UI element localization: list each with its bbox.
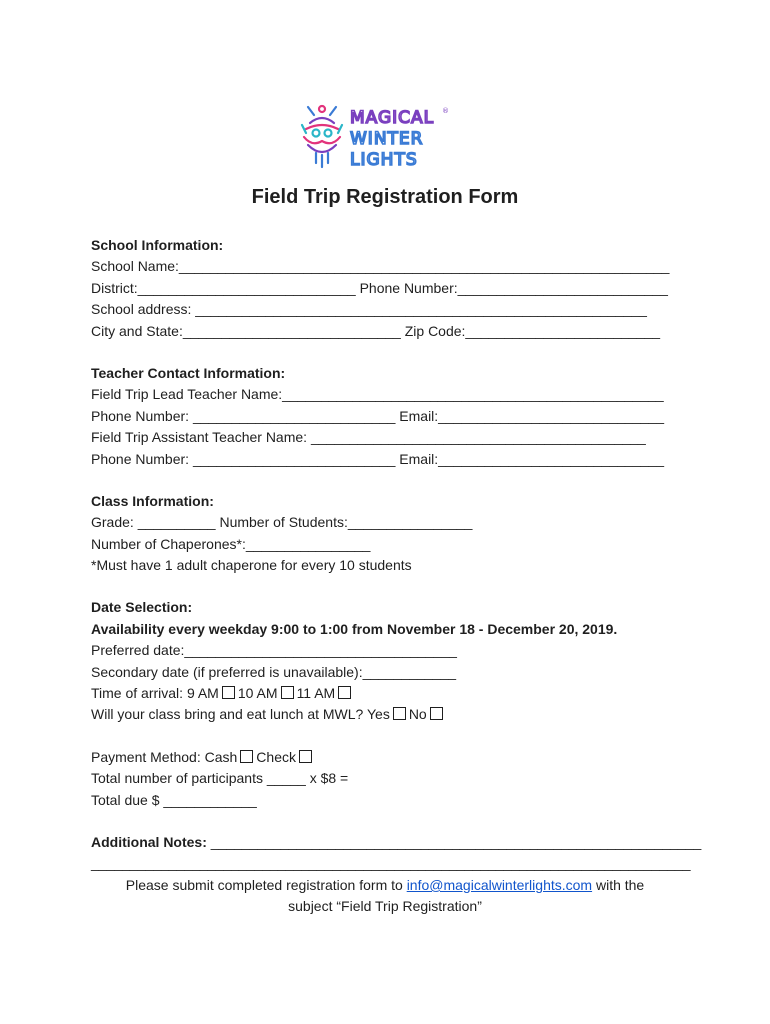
lead-teacher-field[interactable]: Field Trip Lead Teacher Name:_________________________________________________ bbox=[91, 386, 664, 402]
arrival-10-label: 10 AM bbox=[237, 685, 278, 701]
chaperone-note: *Must have 1 adult chaperone for every 10 students bbox=[91, 557, 412, 573]
submit-email-link[interactable]: info@magicalwinterlights.com bbox=[406, 877, 593, 893]
district-field[interactable]: District:____________________________ bbox=[91, 280, 356, 296]
preferred-date-field[interactable]: Preferred date:___________________________________ bbox=[91, 642, 457, 658]
payment-label: Payment Method: Cash bbox=[91, 749, 238, 765]
lead-email-field[interactable]: Email:_____________________________ bbox=[399, 408, 664, 424]
submit-text-before: Please submit completed registration form to bbox=[125, 877, 407, 893]
checkbox-11am[interactable] bbox=[338, 686, 351, 699]
grade-field[interactable]: Grade: __________ bbox=[91, 514, 216, 530]
logo-text-magical: MAGICAL bbox=[350, 108, 435, 128]
grade-students-row bbox=[91, 513, 472, 531]
availability-text: Availability every weekday 9:00 to 1:00 from November 18 - December 20, 2019. bbox=[91, 621, 618, 637]
lunch-row bbox=[91, 705, 446, 723]
checkbox-10am[interactable] bbox=[281, 686, 294, 699]
assistant-teacher-field[interactable]: Field Trip Assistant Teacher Name: ___________________________________________ bbox=[91, 429, 646, 445]
school-name-field[interactable]: School Name:_______________________________________________________________ bbox=[91, 258, 670, 274]
assistant-phone-field[interactable]: Phone Number: __________________________ bbox=[91, 451, 396, 467]
date-selection-heading: Date Selection: bbox=[91, 599, 193, 615]
zip-code-field[interactable]: Zip Code:_________________________ bbox=[404, 323, 661, 339]
magical-winter-lights-logo bbox=[300, 103, 450, 171]
checkbox-cash[interactable] bbox=[240, 750, 253, 763]
logo-text-lights: LIGHTS bbox=[350, 150, 418, 170]
school-address-field[interactable]: School address: __________________________________________________________ bbox=[91, 301, 647, 317]
lead-contact-row bbox=[91, 407, 664, 425]
notes-label: Additional Notes: bbox=[91, 834, 207, 850]
form-title: Field Trip Registration Form bbox=[251, 186, 519, 208]
checkbox-9am[interactable] bbox=[222, 686, 235, 699]
arrival-time-row bbox=[91, 684, 354, 702]
submit-subject-text: subject “Field Trip Registration” bbox=[288, 898, 482, 914]
teacher-info-heading: Teacher Contact Information: bbox=[91, 365, 286, 381]
total-due-field[interactable]: Total due $ ____________ bbox=[91, 792, 257, 808]
submit-instructions bbox=[0, 876, 770, 894]
checkbox-check[interactable] bbox=[299, 750, 312, 763]
city-zip-row bbox=[91, 322, 660, 340]
checkbox-lunch-no[interactable] bbox=[430, 707, 443, 720]
district-phone-row bbox=[91, 279, 668, 297]
logo-text-winter: WINTER bbox=[350, 129, 424, 149]
notes-line-2[interactable]: _____________________________________________________________________________ bbox=[91, 855, 691, 871]
lead-phone-field[interactable]: Phone Number: __________________________ bbox=[91, 408, 396, 424]
notes-line-1[interactable]: _______________________________________________________________ bbox=[206, 834, 702, 850]
lunch-label: Will your class bring and eat lunch at MWL? Yes bbox=[91, 706, 390, 722]
submit-text-after: with the bbox=[592, 877, 645, 893]
assistant-email-field[interactable]: Email:_____________________________ bbox=[399, 451, 664, 467]
city-state-field[interactable]: City and State:____________________________ bbox=[91, 323, 401, 339]
school-phone-field[interactable]: Phone Number:___________________________ bbox=[359, 280, 668, 296]
check-label: Check bbox=[256, 749, 296, 765]
assistant-contact-row bbox=[91, 450, 664, 468]
participants-field[interactable]: Total number of participants _____ x $8 = bbox=[91, 770, 349, 786]
lunch-no-label: No bbox=[408, 706, 427, 722]
arrival-11-label: 11 AM bbox=[296, 685, 336, 701]
students-field[interactable]: Number of Students:________________ bbox=[219, 514, 473, 530]
arrival-label: Time of arrival: 9 AM bbox=[91, 685, 219, 701]
chaperones-field[interactable]: Number of Chaperones*:________________ bbox=[91, 536, 371, 552]
class-info-heading: Class Information: bbox=[91, 493, 214, 509]
registered-mark: ® bbox=[442, 107, 449, 115]
secondary-date-field[interactable]: Secondary date (if preferred is unavailable):____________ bbox=[91, 664, 457, 680]
school-info-heading: School Information: bbox=[91, 237, 224, 253]
checkbox-lunch-yes[interactable] bbox=[393, 707, 406, 720]
payment-method-row bbox=[91, 748, 315, 766]
notes-row bbox=[91, 833, 701, 851]
